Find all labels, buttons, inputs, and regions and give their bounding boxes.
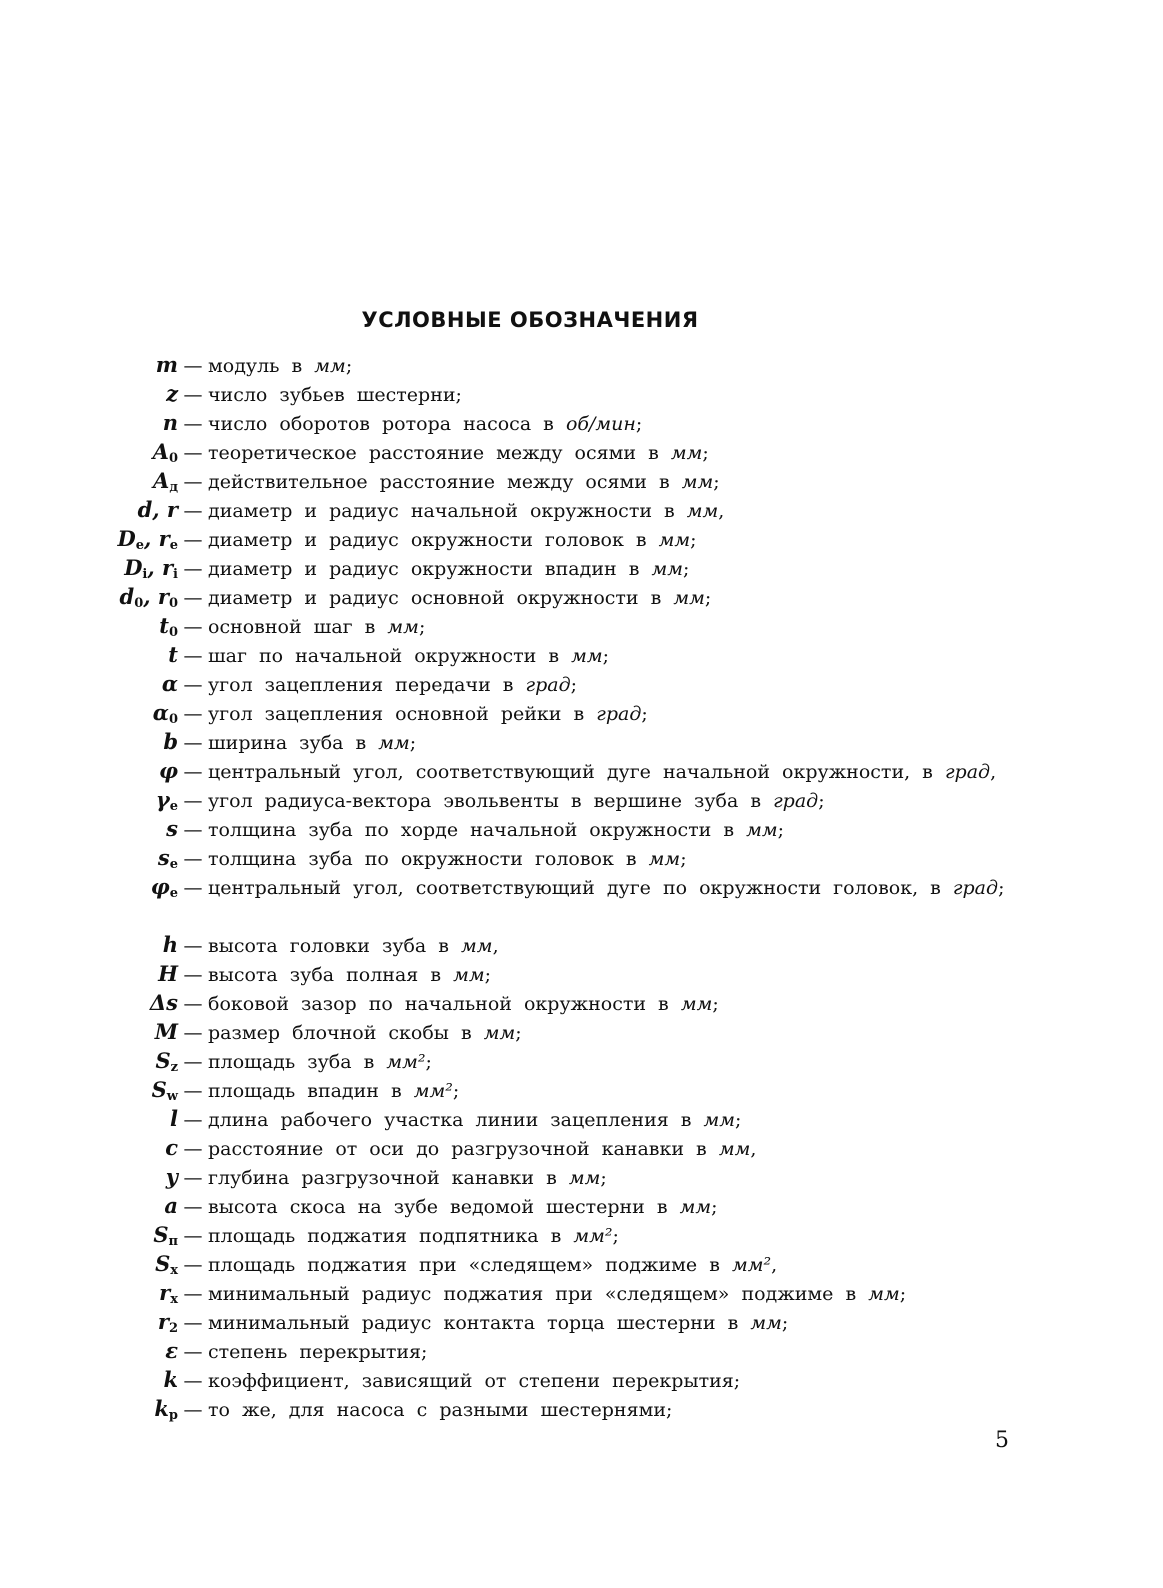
notation-symbol: Δs [149, 990, 178, 1015]
unit: мм [387, 616, 419, 638]
unit: град [952, 877, 999, 899]
notation-entry [0, 669, 1163, 698]
notation-symbol: $A_0$ [152, 439, 178, 466]
notation-description: диаметр и радиус окружности впадин в мм; [208, 558, 690, 580]
notation-description: расстояние от оси до разгрузочной канавки в мм, [208, 1138, 757, 1160]
notation-entry [0, 1075, 1163, 1104]
dash: — [183, 1196, 203, 1218]
notation-symbol: l [170, 1106, 178, 1131]
notation-entry [0, 1191, 1163, 1220]
notation-list [0, 350, 1163, 1423]
unit: град [596, 703, 642, 725]
unit: мм [679, 1196, 712, 1218]
notation-description: площадь впадин в мм²; [208, 1080, 460, 1102]
notation-entry [0, 1336, 1163, 1365]
notation-description: коэффициент, зависящий от степени перекрытия; [208, 1370, 741, 1392]
dash: — [183, 500, 203, 522]
notation-entry [0, 1046, 1163, 1075]
dash: — [183, 1051, 203, 1073]
notation-entry [0, 582, 1163, 611]
notation-symbol: $S_z$ [155, 1048, 178, 1075]
notation-entry [0, 1249, 1163, 1278]
notation-entry [0, 1133, 1163, 1162]
dash: — [183, 1254, 203, 1276]
dash: — [183, 558, 203, 580]
unit: мм² [731, 1254, 772, 1276]
notation-description: диаметр и радиус окружности головок в мм; [208, 529, 697, 551]
notation-entry [0, 930, 1163, 959]
notation-symbol: d, r [137, 497, 178, 522]
notation-symbol: n [162, 410, 178, 435]
notation-symbol: h [162, 932, 178, 957]
dash: — [183, 964, 203, 986]
notation-symbol: $D_e$, $r_e$ [117, 526, 178, 553]
dash: — [183, 703, 203, 725]
notation-entry [0, 1017, 1163, 1046]
dash: — [183, 1283, 203, 1305]
notation-symbol: $k_p$ [154, 1396, 178, 1423]
unit: мм [673, 587, 705, 609]
notation-entry [0, 466, 1163, 495]
unit: мм² [573, 1225, 613, 1247]
notation-description: основной шаг в мм; [208, 616, 426, 638]
unit: мм [680, 993, 713, 1015]
unit: мм [703, 1109, 736, 1131]
unit: мм [686, 500, 719, 522]
notation-description: толщина зуба по хорде начальной окружности в мм; [208, 819, 785, 841]
notation-description: длина рабочего участка линии зацепления в мм; [208, 1109, 742, 1131]
notation-entry [0, 698, 1163, 727]
dash: — [183, 529, 203, 551]
notation-symbol: $S_w$ [151, 1077, 178, 1104]
notation-symbol: $A_д$ [153, 468, 178, 495]
notation-entry [0, 408, 1163, 437]
notation-symbol: M [154, 1019, 178, 1044]
notation-entry [0, 756, 1163, 785]
notation-entry [0, 1162, 1163, 1191]
notation-entry [0, 872, 1163, 930]
dash: — [183, 384, 203, 406]
notation-symbol: m [155, 352, 178, 377]
notation-symbol: k [163, 1367, 178, 1392]
notation-description: высота зуба полная в мм; [208, 964, 491, 986]
dash: — [183, 587, 203, 609]
notation-symbol: z [166, 381, 178, 406]
notation-description: центральный угол, соответствующий дуге по окружности головок, в град; [208, 877, 1005, 899]
notation-description: размер блочной скобы в мм; [208, 1022, 522, 1044]
notation-symbol: $t_0$ [159, 613, 178, 640]
unit: мм [568, 1167, 601, 1189]
notation-symbol: $S_x$ [155, 1251, 178, 1278]
dash: — [183, 1022, 203, 1044]
unit: мм² [413, 1080, 453, 1102]
notation-description: боковой зазор по начальной окружности в мм; [208, 993, 719, 1015]
notation-description: площадь поджатия при «следящем» поджиме в мм², [208, 1254, 778, 1276]
notation-symbol: $\alpha_0$ [152, 700, 178, 727]
unit: мм [746, 819, 778, 841]
notation-symbol: $d_0$, $r_0$ [119, 584, 178, 611]
notation-symbol: s [166, 816, 178, 841]
notation-symbol: t [168, 642, 178, 667]
unit: мм [868, 1283, 900, 1305]
notation-entry [0, 988, 1163, 1017]
unit: мм [378, 732, 410, 754]
notation-description: угол зацепления основной рейки в град; [208, 703, 648, 725]
unit: мм [571, 645, 603, 667]
notation-entry [0, 611, 1163, 640]
dash: — [183, 935, 203, 957]
unit: град [944, 761, 991, 783]
notation-entry [0, 785, 1163, 814]
unit: мм [681, 471, 714, 493]
unit: об/мин [565, 413, 636, 435]
unit: мм [718, 1138, 751, 1160]
unit: мм [453, 964, 485, 986]
notation-entry [0, 843, 1163, 872]
notation-entry [0, 437, 1163, 466]
notation-description: теоретическое расстояние между осями в мм; [208, 442, 709, 464]
notation-description: число зубьев шестерни; [208, 384, 462, 406]
unit: мм [648, 848, 681, 870]
dash: — [183, 413, 203, 435]
dash: — [183, 1399, 203, 1421]
notation-entry [0, 959, 1163, 988]
notation-description: шаг по начальной окружности в мм; [208, 645, 609, 667]
notation-description: толщина зуба по окружности головок в мм; [208, 848, 687, 870]
dash: — [183, 761, 203, 783]
notation-symbol: ε [165, 1338, 178, 1363]
notation-symbol: $r_x$ [159, 1280, 178, 1307]
notation-description: ширина зуба в мм; [208, 732, 417, 754]
notation-symbol: $r_2$ [157, 1309, 178, 1336]
notation-symbol: $\varphi_e$ [150, 874, 178, 901]
notation-entry [0, 1307, 1163, 1336]
notation-description: высота головки зуба в мм, [208, 935, 499, 957]
page-title: УСЛОВНЫЕ ОБОЗНАЧЕНИЯ [361, 308, 699, 332]
notation-description: степень перекрытия; [208, 1341, 428, 1363]
unit: мм² [386, 1051, 426, 1073]
notation-description: минимальный радиус поджатия при «следящем» поджиме в мм; [208, 1283, 907, 1305]
dash: — [183, 674, 203, 696]
notation-description: площадь зуба в мм²; [208, 1051, 432, 1073]
dash: — [183, 1167, 203, 1189]
notation-description: диаметр и радиус основной окружности в мм; [208, 587, 712, 609]
notation-symbol: c [165, 1135, 178, 1160]
unit: мм [461, 935, 493, 957]
unit: мм [314, 355, 346, 377]
page-number: 5 [995, 1428, 1009, 1453]
notation-description: то же, для насоса с разными шестернями; [208, 1399, 673, 1421]
notation-description: диаметр и радиус начальной окружности в мм, [208, 500, 725, 522]
unit: мм [651, 558, 683, 580]
dash: — [183, 1341, 203, 1363]
notation-entry [0, 1104, 1163, 1133]
unit: град [773, 790, 819, 812]
dash: — [183, 993, 203, 1015]
notation-entry [0, 727, 1163, 756]
notation-entry [0, 350, 1163, 379]
notation-description: угол радиуса-вектора эвольвенты в вершине зуба в град; [208, 790, 825, 812]
unit: мм [670, 442, 703, 464]
notation-entry [0, 1365, 1163, 1394]
dash: — [183, 819, 203, 841]
notation-symbol: $s_e$ [157, 845, 178, 872]
notation-symbol: $D_i$, $r_i$ [124, 555, 178, 582]
dash: — [183, 848, 203, 870]
dash: — [183, 1312, 203, 1334]
notation-description: центральный угол, соответствующий дуге начальной окружности, в град, [208, 761, 997, 783]
dash: — [183, 1080, 203, 1102]
notation-description: модуль в мм; [208, 355, 353, 377]
dash: — [183, 355, 203, 377]
notation-description: высота скоса на зубе ведомой шестерни в мм; [208, 1196, 718, 1218]
notation-symbol: b [163, 729, 178, 754]
notation-entry [0, 640, 1163, 669]
notation-symbol: $S_п$ [153, 1222, 178, 1249]
notation-description: площадь поджатия подпятника в мм²; [208, 1225, 619, 1247]
notation-description: угол зацепления передачи в град; [208, 674, 578, 696]
notation-entry [0, 379, 1163, 408]
notation-symbol: H [158, 961, 178, 986]
dash: — [183, 1225, 203, 1247]
notation-entry [0, 553, 1163, 582]
unit: мм [483, 1022, 516, 1044]
notation-description: минимальный радиус контакта торца шестерни в мм; [208, 1312, 789, 1334]
notation-symbol: $\gamma_e$ [155, 787, 178, 814]
dash: — [183, 1109, 203, 1131]
dash: — [183, 471, 203, 493]
dash: — [183, 1370, 203, 1392]
dash: — [183, 645, 203, 667]
unit: град [525, 674, 571, 696]
notation-entry [0, 495, 1163, 524]
dash: — [183, 877, 203, 899]
notation-entry [0, 1394, 1163, 1423]
notation-description: число оборотов ротора насоса в об/мин; [208, 413, 643, 435]
notation-symbol: α [161, 671, 178, 696]
notation-entry [0, 1278, 1163, 1307]
notation-description: действительное расстояние между осями в мм; [208, 471, 720, 493]
notation-description: глубина разгрузочной канавки в мм; [208, 1167, 607, 1189]
unit: мм [658, 529, 691, 551]
dash: — [183, 790, 203, 812]
notation-symbol: y [165, 1164, 178, 1189]
notation-symbol: φ [158, 758, 178, 783]
notation-entry [0, 1220, 1163, 1249]
notation-entry [0, 524, 1163, 553]
dash: — [183, 732, 203, 754]
dash: — [183, 442, 203, 464]
notation-symbol: a [164, 1193, 178, 1218]
notation-entry [0, 814, 1163, 843]
dash: — [183, 1138, 203, 1160]
dash: — [183, 616, 203, 638]
unit: мм [750, 1312, 782, 1334]
